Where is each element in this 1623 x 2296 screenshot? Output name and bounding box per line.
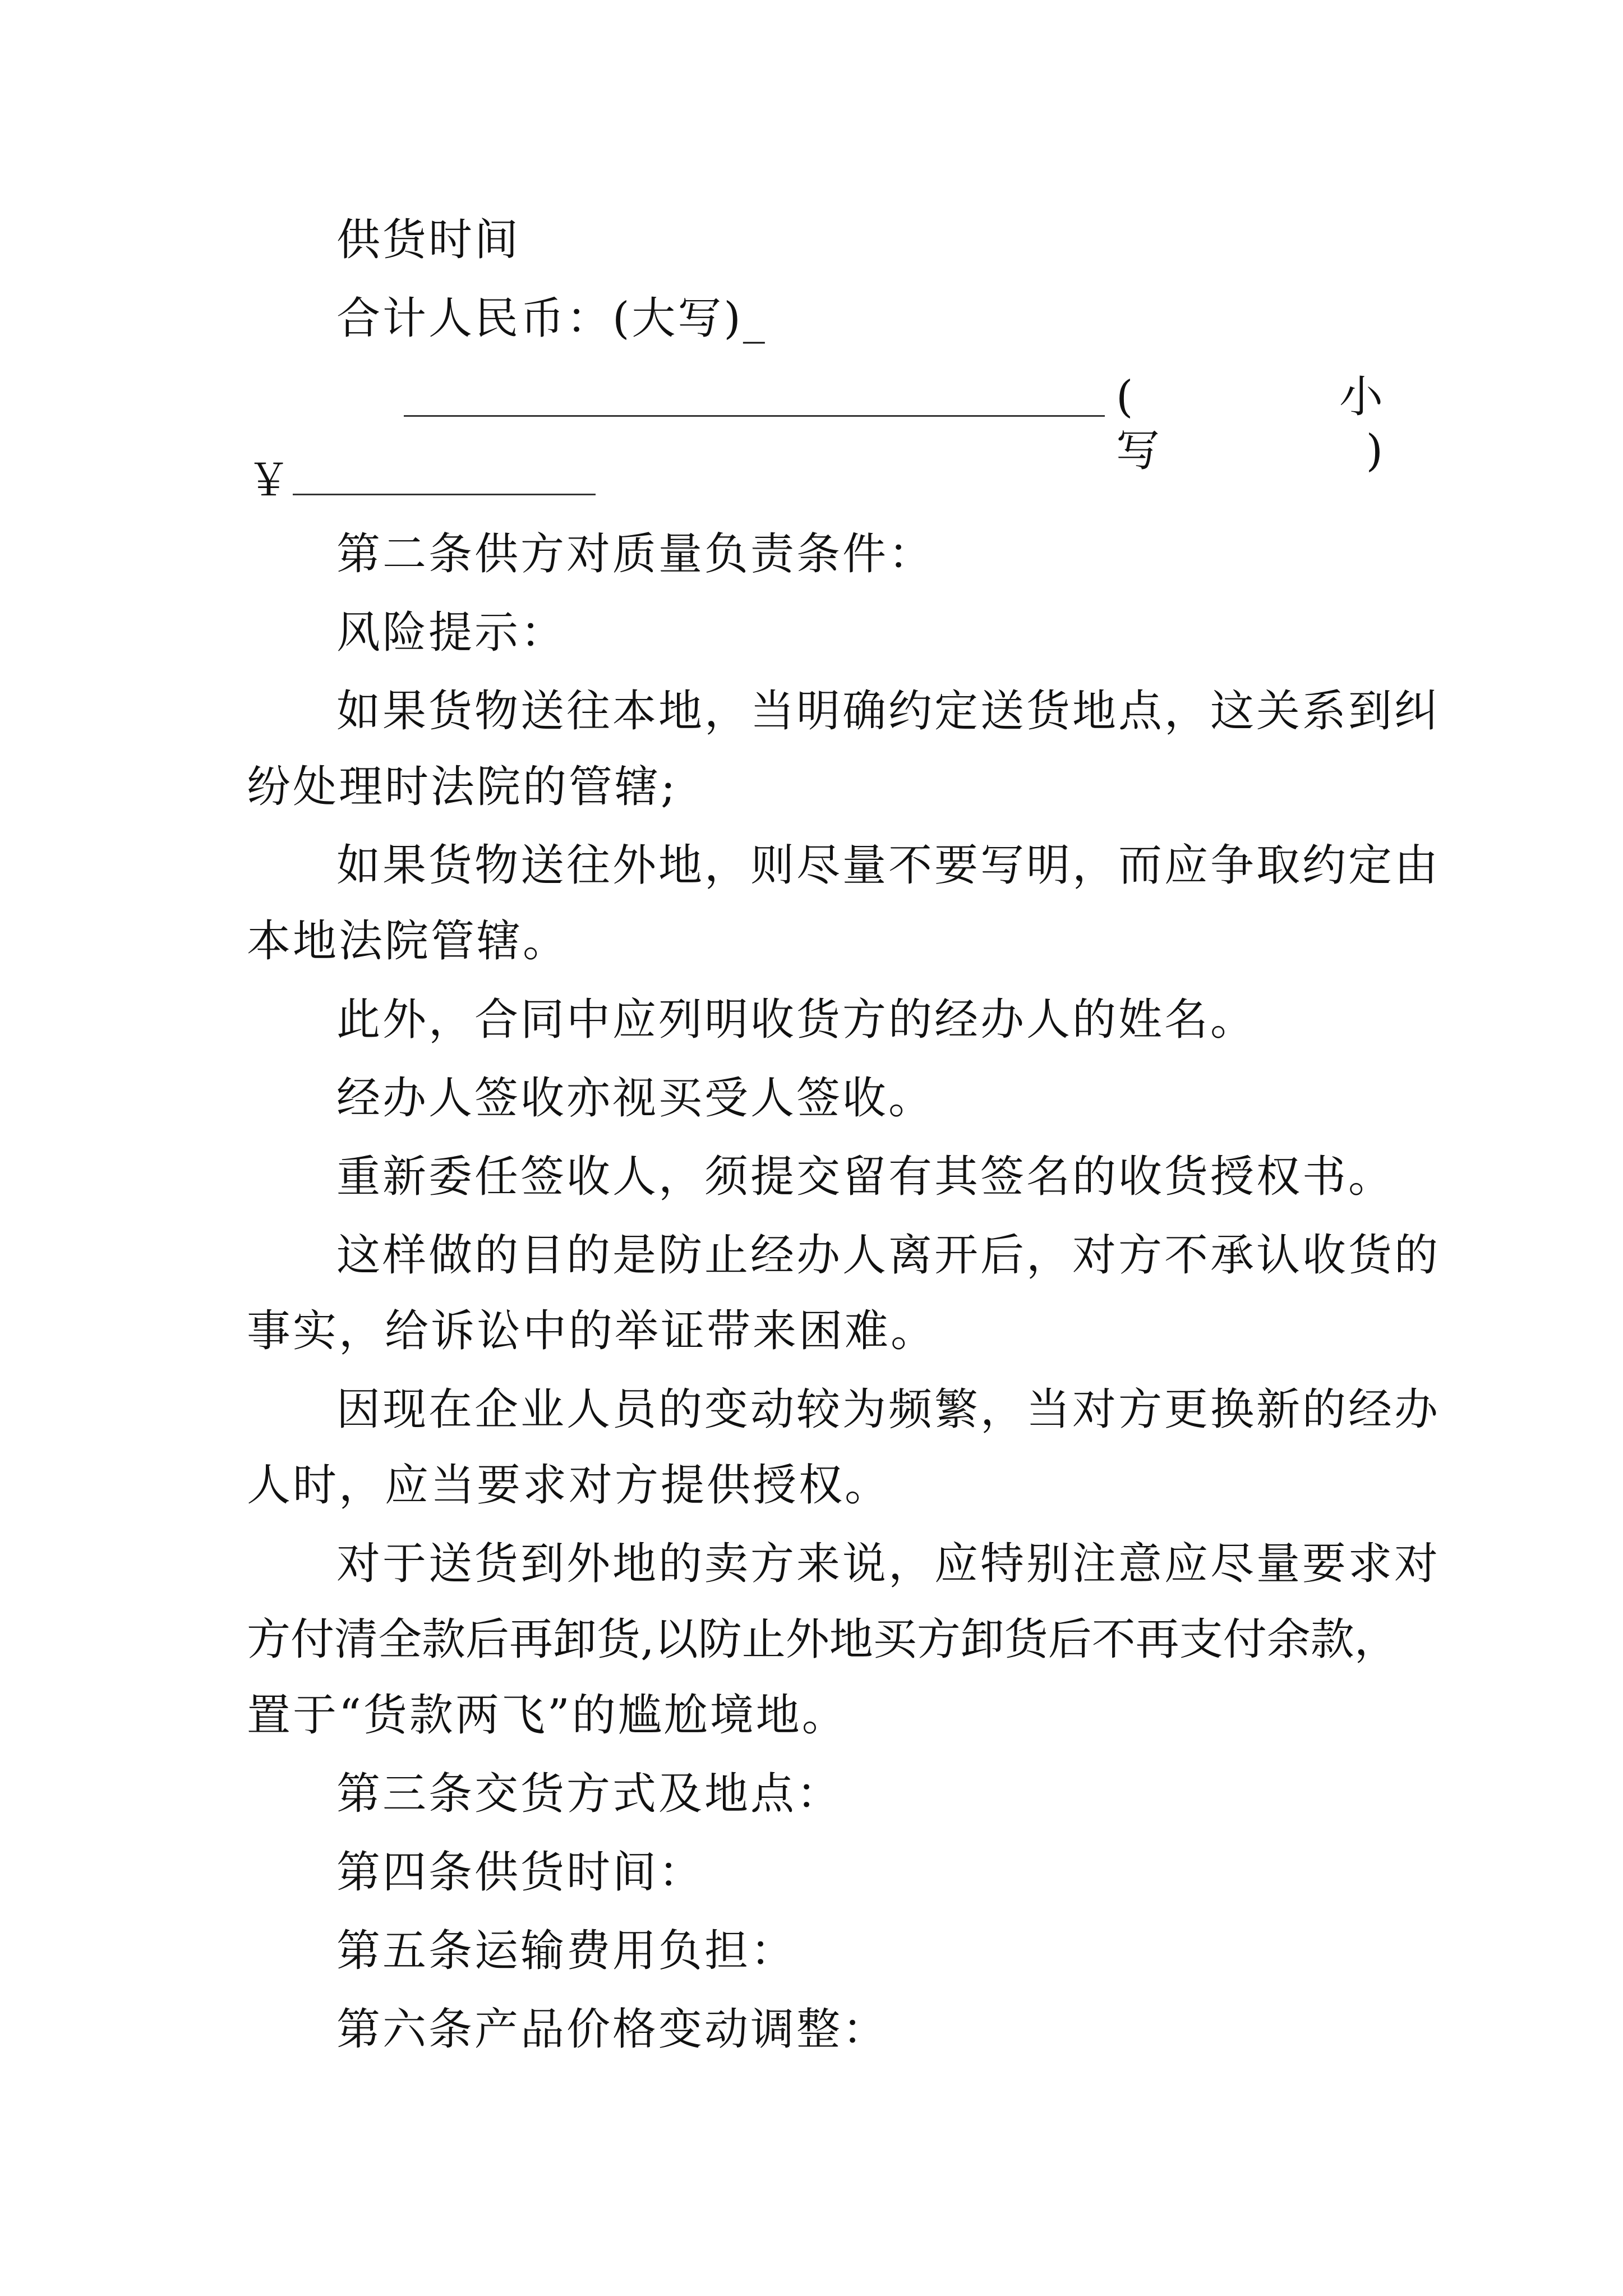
text-line-purpose-2: 事实，给诉讼中的举证带来困难。 (247, 1306, 937, 1356)
text-line-article-three: 第三条交货方式及地点： (336, 1769, 843, 1819)
text-line-local-delivery-2: 纷处理时法院的管辖; (247, 762, 678, 812)
lowercase-amount-underline (293, 449, 596, 495)
text-line-staff-change-2: 人时，应当要求对方提供授权。 (247, 1460, 891, 1511)
text-line-risk-hint: 风险提示： (336, 608, 567, 658)
text-line-handler-sign: 经办人签收亦视买受人签收。 (336, 1073, 935, 1124)
text-line-seller-note-3: 置于“货款两飞”的尴尬境地。 (247, 1690, 848, 1741)
total-rmb-uppercase-label: 合计人民币：(大写)_ (336, 293, 767, 344)
text-line-article-four: 第四条供货时间： (336, 1847, 705, 1898)
text-line-handler-name: 此外，合同中应列明收货方的经办人的姓名。 (336, 995, 1257, 1045)
text-line-article-six: 第六条产品价格变动调整： (336, 2004, 889, 2055)
text-line-article-two: 第二条供方对质量负责条件： (336, 529, 935, 579)
lowercase-label: ( 小 写 ) (1116, 372, 1432, 476)
uppercase-amount-blank (404, 370, 1110, 429)
text-line-seller-note-1: 对于送货到外地的卖方来说，应特别注意应尽量要求对 (336, 1539, 1441, 1589)
text-line-staff-change-1: 因现在企业人员的变动较为频繁，当对方更换新的经办 (336, 1384, 1441, 1435)
yuan-symbol: ￥ (247, 455, 293, 506)
text-line-article-five: 第五条运输费用负担： (336, 1926, 797, 1976)
text-line-total-rmb-uppercase (336, 292, 1385, 346)
text-line-authorization: 重新委任签收人，须提交留有其签名的收货授权书。 (336, 1152, 1395, 1202)
text-line-local-delivery-1: 如果货物送往本地，当明确约定送货地点，这关系到纠 (336, 686, 1441, 737)
text-line-remote-delivery-2: 本地法院管辖。 (247, 916, 569, 967)
text-line-seller-note-2: 方付清全款后再卸货,以防止外地买方卸货后不再支付余款， (247, 1614, 1398, 1665)
text-line-yuan-amount (247, 449, 1385, 508)
text-line-supply-time: 供货时间 (336, 215, 521, 265)
text-line-purpose-1: 这样做的目的是防止经办人离开后，对方不承认收货的 (336, 1230, 1441, 1281)
uppercase-amount-underline (404, 370, 1105, 417)
text-line-remote-delivery-1: 如果货物送往外地，则尽量不要写明，而应争取约定由 (336, 840, 1441, 891)
